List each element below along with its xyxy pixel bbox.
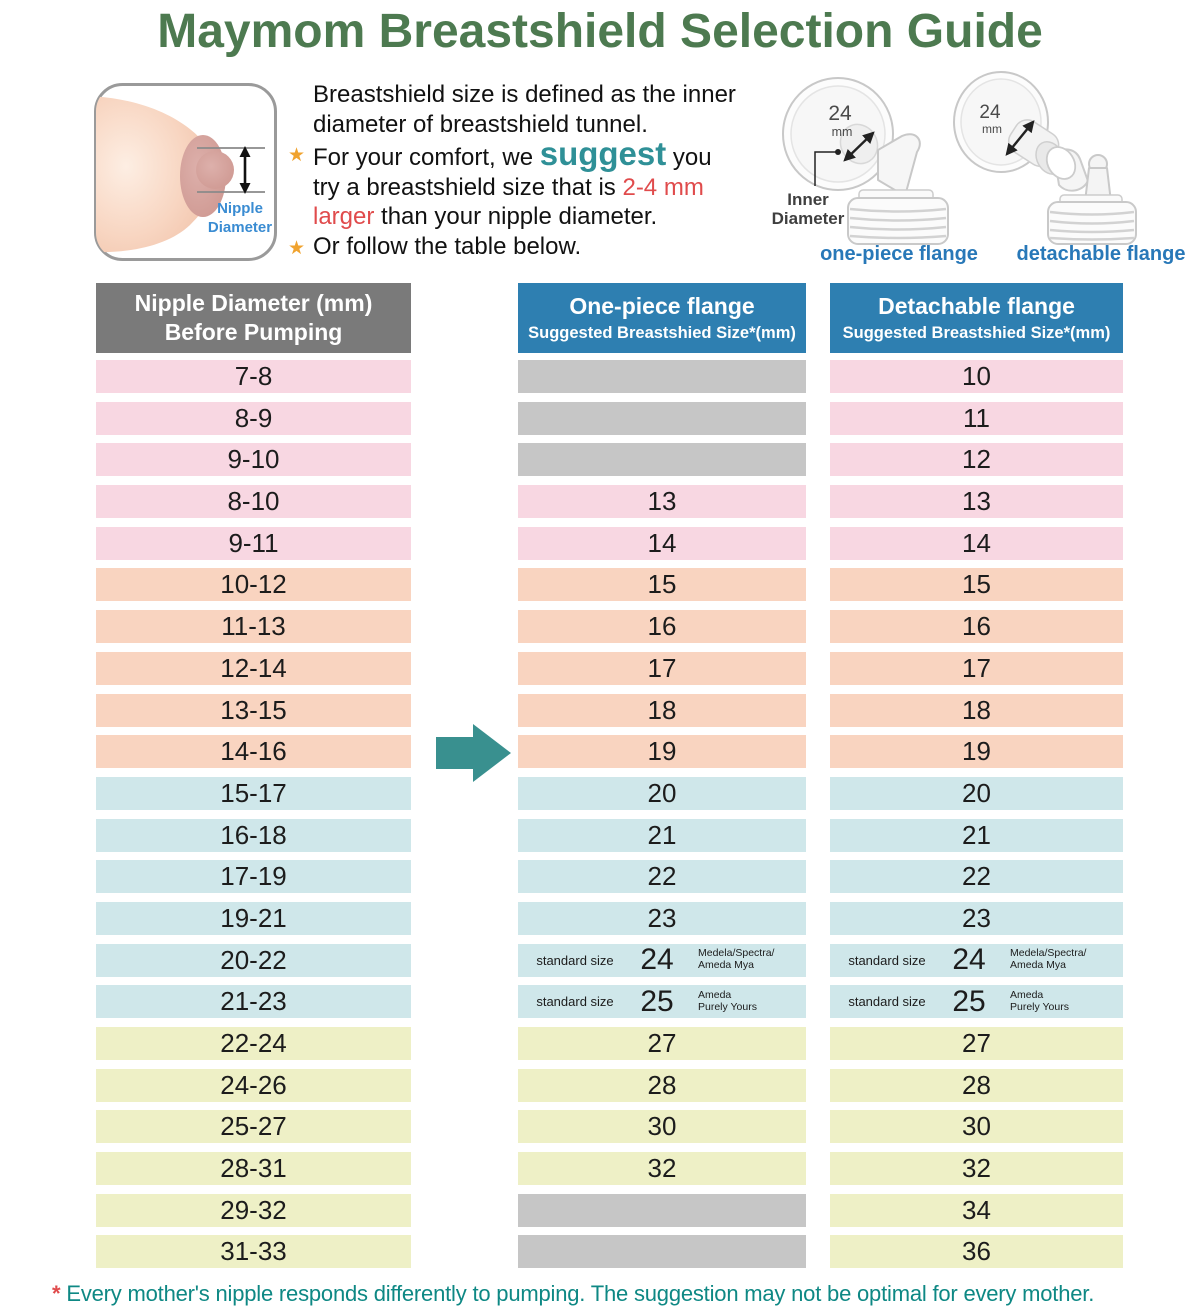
cell-one-piece-size bbox=[518, 985, 806, 1018]
row-nipple-range bbox=[96, 902, 411, 935]
row-nipple-range bbox=[96, 1027, 411, 1060]
nipple-label-line2: Diameter bbox=[207, 219, 273, 236]
row-nipple-range bbox=[96, 402, 411, 435]
flange-size-value: 24 bbox=[828, 102, 852, 125]
pump-brand-note bbox=[698, 990, 757, 1014]
cell-text: 30 bbox=[647, 1111, 677, 1142]
cell-text: 15-17 bbox=[220, 777, 287, 808]
cell-detachable-size bbox=[830, 1194, 1123, 1227]
flange-size-unit: mm bbox=[831, 125, 853, 139]
cell-text: 32 bbox=[647, 1153, 677, 1184]
cell-text: 13 bbox=[962, 486, 991, 517]
cell-text: 19 bbox=[962, 736, 991, 767]
nipple-shape bbox=[196, 151, 234, 189]
cell-text: 20-22 bbox=[220, 944, 287, 975]
cell-text: 10-12 bbox=[220, 569, 287, 600]
right-arrow-icon bbox=[436, 724, 512, 784]
detachable-flange-figure bbox=[950, 62, 1195, 245]
size-value: 25 bbox=[640, 984, 674, 1018]
star-icon: ★ bbox=[288, 237, 306, 259]
cell-detachable-size bbox=[830, 944, 1123, 977]
cell-one-piece-size bbox=[518, 902, 806, 935]
cell-text: 28 bbox=[962, 1069, 991, 1100]
row-nipple-range bbox=[96, 652, 411, 685]
cell-one-piece-size bbox=[518, 944, 806, 977]
cell-text: 14 bbox=[647, 527, 677, 558]
row-nipple-range bbox=[96, 944, 411, 977]
cell-text: 10 bbox=[962, 361, 991, 391]
cell-text: 21 bbox=[962, 819, 991, 850]
cell-text: 31-33 bbox=[220, 1236, 287, 1267]
standard-size-prefix: standard size bbox=[848, 952, 926, 968]
intro-paragraph-2 bbox=[288, 135, 768, 232]
intro-paragraph-1 bbox=[288, 80, 768, 139]
row-nipple-range bbox=[96, 777, 411, 810]
pump-brand-note-line: Medela/Spectra/ bbox=[1010, 947, 1087, 960]
empty-cell bbox=[518, 1194, 806, 1227]
cell-text: 9-11 bbox=[228, 527, 279, 558]
suggest-highlight: suggest bbox=[539, 135, 667, 172]
cell-text: 16-18 bbox=[220, 819, 287, 850]
pump-brand-note-line: Medela/Spectra/ bbox=[698, 947, 775, 960]
cell-one-piece-size bbox=[518, 610, 806, 643]
standard-size-prefix: standard size bbox=[536, 952, 614, 968]
cell-text: 11 bbox=[963, 402, 990, 433]
cell-text: 28 bbox=[647, 1069, 677, 1100]
cell-text: 34 bbox=[962, 1194, 991, 1225]
cell-text: 27 bbox=[647, 1028, 677, 1058]
intro-line bbox=[313, 202, 768, 232]
inner-diameter-label-line2: Diameter bbox=[771, 209, 845, 228]
cell-text: 12 bbox=[962, 444, 991, 475]
cell-detachable-size bbox=[830, 1110, 1123, 1143]
header-nipple-diameter bbox=[96, 283, 411, 353]
asterisk-marker: * bbox=[52, 1281, 61, 1306]
intro-text-segment: try a breastshield size that is bbox=[313, 173, 623, 201]
cell-text: 22 bbox=[647, 861, 677, 892]
row-nipple-range bbox=[96, 443, 411, 476]
cell-detachable-size bbox=[830, 360, 1123, 393]
cell-text: 12-14 bbox=[220, 652, 287, 683]
intro-text-segment: For your comfort, we bbox=[313, 144, 540, 171]
intro-line: Breastshield size is defined as the inner bbox=[313, 81, 736, 108]
header-title: One-piece flange bbox=[569, 292, 755, 319]
cell-one-piece-size bbox=[518, 819, 806, 852]
pump-brand-note-line: Ameda bbox=[1010, 989, 1044, 1002]
header-line: Nipple Diameter (mm) bbox=[134, 290, 373, 316]
cell-detachable-size bbox=[830, 402, 1123, 435]
cell-detachable-size bbox=[830, 819, 1123, 852]
empty-cell bbox=[518, 443, 806, 476]
cell-text: 25-27 bbox=[220, 1111, 287, 1142]
inner-diameter-label-line1: Inner bbox=[787, 190, 829, 209]
cell-one-piece-size bbox=[518, 860, 806, 893]
cell-text: 17 bbox=[647, 652, 677, 683]
intro-line bbox=[313, 135, 768, 173]
size-value: 25 bbox=[952, 984, 986, 1018]
empty-cell bbox=[518, 1235, 806, 1268]
cell-one-piece-size bbox=[518, 485, 806, 518]
cell-text: 27 bbox=[962, 1028, 991, 1058]
pump-brand-note-line: Ameda bbox=[698, 989, 732, 1002]
cell-text: 22-24 bbox=[220, 1028, 287, 1058]
cell-one-piece-size bbox=[518, 735, 806, 768]
cell-text: 11-13 bbox=[221, 611, 286, 642]
cell-one-piece-size bbox=[518, 568, 806, 601]
cell-text: 18 bbox=[962, 694, 991, 725]
pump-brand-note-line: Purely Yours bbox=[1010, 1000, 1069, 1013]
cell-text: 23 bbox=[647, 902, 677, 933]
footnote bbox=[52, 1281, 1192, 1307]
column-one-piece-flange bbox=[518, 360, 806, 1277]
cell-text: 14 bbox=[962, 527, 991, 558]
cell-detachable-size bbox=[830, 1152, 1123, 1185]
cell-text: 28-31 bbox=[220, 1153, 287, 1184]
cell-detachable-size bbox=[830, 485, 1123, 518]
cell-text: 13 bbox=[647, 486, 677, 517]
header-line: Before Pumping bbox=[164, 319, 343, 345]
intro-line: diameter of breastshield tunnel. bbox=[313, 110, 648, 138]
row-nipple-range bbox=[96, 735, 411, 768]
header-one-piece-flange bbox=[518, 283, 806, 353]
header-detachable-flange bbox=[830, 283, 1123, 353]
cell-text: 21-23 bbox=[220, 986, 287, 1017]
header-subtitle: Suggested Breastshied Size*(mm) bbox=[528, 323, 796, 342]
page-title: Maymom Breastshield Selection Guide bbox=[157, 5, 1043, 58]
pump-brand-note-line: Ameda Mya bbox=[1010, 959, 1067, 972]
cell-text: 20 bbox=[647, 777, 677, 808]
cell-one-piece-size bbox=[518, 652, 806, 685]
row-nipple-range bbox=[96, 1194, 411, 1227]
column-nipple-diameter bbox=[96, 360, 411, 1277]
cell-text: 17 bbox=[962, 652, 991, 683]
cell-detachable-size bbox=[830, 777, 1123, 810]
row-nipple-range bbox=[96, 1069, 411, 1102]
footnote-text: Every mother's nipple responds differently to pumping. The suggestion may not be optimal for every mother. bbox=[66, 1281, 1095, 1306]
cell-text: 36 bbox=[962, 1236, 991, 1267]
cell-detachable-size bbox=[830, 985, 1123, 1018]
size-range-highlight: larger bbox=[313, 203, 375, 230]
cell-text: 8-10 bbox=[227, 486, 280, 517]
column-detachable-flange bbox=[830, 360, 1123, 1277]
cell-detachable-size bbox=[830, 860, 1123, 893]
pump-brand-note-line: Purely Yours bbox=[698, 1000, 757, 1013]
row-nipple-range bbox=[96, 985, 411, 1018]
cell-one-piece-size bbox=[518, 777, 806, 810]
cell-text: 19 bbox=[647, 736, 677, 767]
row-nipple-range bbox=[96, 360, 411, 393]
cell-one-piece-size bbox=[518, 527, 806, 560]
cell-text: 8-9 bbox=[234, 402, 273, 433]
one-piece-flange-label: one-piece flange bbox=[820, 243, 978, 265]
row-nipple-range bbox=[96, 485, 411, 518]
row-nipple-range bbox=[96, 860, 411, 893]
cell-one-piece-size bbox=[518, 1110, 806, 1143]
star-icon: ★ bbox=[288, 145, 306, 166]
cell-detachable-size bbox=[830, 694, 1123, 727]
pump-brand-note bbox=[698, 948, 774, 972]
cell-text: 15 bbox=[962, 569, 991, 600]
row-nipple-range bbox=[96, 694, 411, 727]
row-nipple-range bbox=[96, 568, 411, 601]
cell-detachable-size bbox=[830, 1069, 1123, 1102]
pump-brand-note bbox=[1010, 948, 1086, 972]
pump-brand-note-line: Ameda Mya bbox=[698, 959, 755, 972]
header-subtitle: Suggested Breastshied Size*(mm) bbox=[842, 323, 1111, 342]
standard-size-prefix: standard size bbox=[848, 994, 926, 1010]
cell-text: 32 bbox=[962, 1153, 991, 1184]
cell-detachable-size bbox=[830, 735, 1123, 768]
header-title: Detachable flange bbox=[878, 292, 1075, 319]
cell-text: 16 bbox=[962, 611, 991, 642]
cell-detachable-size bbox=[830, 527, 1123, 560]
empty-cell bbox=[518, 402, 806, 435]
standard-size-prefix: standard size bbox=[536, 994, 614, 1010]
nipple-label-line1: Nipple bbox=[217, 200, 263, 217]
cell-detachable-size bbox=[830, 568, 1123, 601]
cell-text: 9-10 bbox=[227, 444, 280, 475]
intro-line: Or follow the table below. bbox=[313, 232, 582, 260]
cell-text: 7-8 bbox=[234, 361, 273, 391]
detachable-flange-label: detachable flange bbox=[1016, 243, 1186, 265]
cell-text: 29-32 bbox=[220, 1194, 287, 1225]
cell-text: 17-19 bbox=[220, 861, 287, 892]
breast-nipple-diagram bbox=[93, 82, 278, 262]
intro-text-segment: than your nipple diameter. bbox=[374, 203, 658, 230]
size-value: 24 bbox=[640, 943, 674, 977]
cell-detachable-size bbox=[830, 1235, 1123, 1268]
cell-text: 22 bbox=[962, 861, 991, 892]
row-nipple-range bbox=[96, 819, 411, 852]
cell-text: 23 bbox=[962, 902, 991, 933]
size-value: 24 bbox=[952, 943, 986, 977]
row-nipple-range bbox=[96, 527, 411, 560]
cell-text: 30 bbox=[962, 1111, 991, 1142]
cell-detachable-size bbox=[830, 610, 1123, 643]
flange-size-unit: mm bbox=[982, 122, 1002, 136]
cell-text: 18 bbox=[647, 694, 677, 725]
size-range-highlight: 2-4 mm bbox=[622, 173, 704, 201]
cell-detachable-size bbox=[830, 902, 1123, 935]
cell-detachable-size bbox=[830, 443, 1123, 476]
cell-one-piece-size bbox=[518, 1069, 806, 1102]
cell-one-piece-size bbox=[518, 694, 806, 727]
row-nipple-range bbox=[96, 610, 411, 643]
cell-text: 21 bbox=[647, 819, 677, 850]
row-nipple-range bbox=[96, 1110, 411, 1143]
intro-line bbox=[313, 173, 768, 203]
empty-cell bbox=[518, 360, 806, 393]
row-nipple-range bbox=[96, 1152, 411, 1185]
cell-text: 13-15 bbox=[220, 694, 287, 725]
flange-size-value: 24 bbox=[979, 102, 1001, 123]
cell-text: 19-21 bbox=[220, 902, 287, 933]
cell-text: 14-16 bbox=[220, 736, 287, 767]
cell-text: 16 bbox=[647, 611, 677, 642]
row-nipple-range bbox=[96, 1235, 411, 1268]
intro-paragraph-3 bbox=[288, 232, 768, 262]
cell-text: 20 bbox=[962, 777, 991, 808]
cell-one-piece-size bbox=[518, 1152, 806, 1185]
cell-text: 24-26 bbox=[220, 1069, 287, 1100]
cell-detachable-size bbox=[830, 1027, 1123, 1060]
intro-text bbox=[288, 80, 768, 261]
cell-text: 15 bbox=[647, 569, 677, 600]
pump-brand-note bbox=[1010, 990, 1069, 1014]
cell-detachable-size bbox=[830, 652, 1123, 685]
cell-one-piece-size bbox=[518, 1027, 806, 1060]
intro-text-segment: you bbox=[666, 144, 712, 171]
